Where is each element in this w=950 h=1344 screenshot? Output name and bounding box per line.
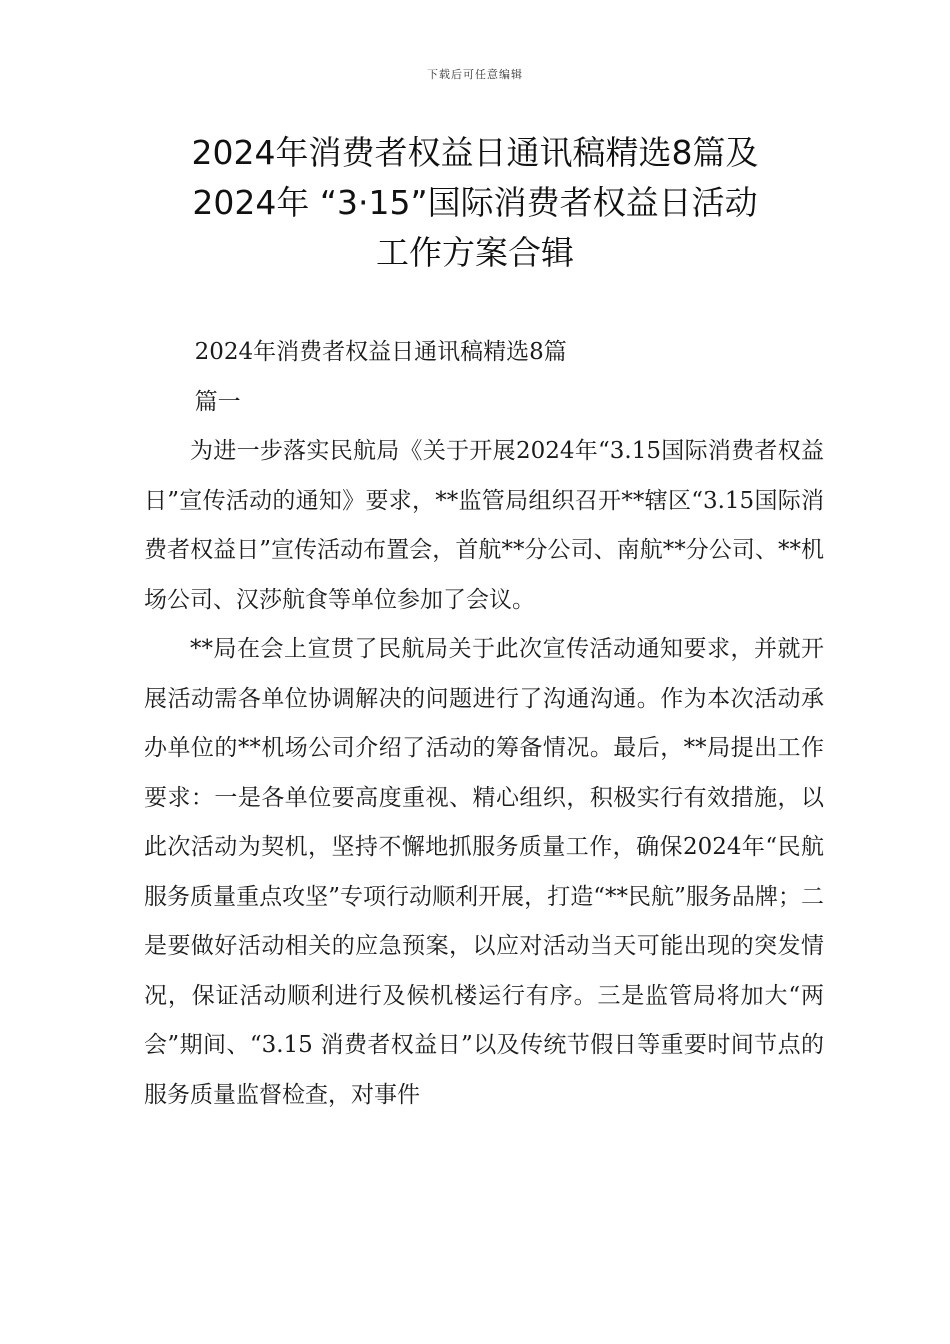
title-line-2: 2024年 “3·15”国际消费者权益日活动 — [192, 183, 758, 222]
header-note: 下载后可任意编辑 — [427, 68, 523, 81]
title-line-1: 2024年消费者权益日通讯稿精选8篇及 — [191, 133, 759, 172]
paragraph-2: **局在会上宣贯了民航局关于此次宣传活动通知要求，并就开展活动需各单位协调解决的问题进行了沟通沟通。作为本次活动承办单位的**机场公司介绍了活动的筹备情况。最后，**局提出工作要求：一是各单位要高度重视、精心组织，积极实行有效措施，以此次活动为契机，坚持不懈地抓服务质量工作，确保2024年“民航服务质量重点攻坚”专项行动顺利开展，打造“**民航”服务品牌；二是要做好活动相关的应急预案，以应对活动当天可能出现的突发情况，保证活动顺利进行及候机楼运行有序。三是监管局将加大“两会”期间、“3.15 消费者权益日”以及传统节假日等重要时间节点的服务质量监督检查，对事件 — [144, 636, 824, 1108]
paragraph-1: 为进一步落实民航局《关于开展2024年“3.15国际消费者权益日”宣传活动的通知》要求，**监管局组织召开**辖区“3.15国际消费者权益日”宣传活动布置会，首航**分公司、南航**分公司、**机场公司、汉莎航食等单位参加了会议。 — [144, 438, 824, 613]
document-title — [100, 128, 850, 278]
part-label: 篇一 — [194, 388, 241, 415]
section-title: 2024年消费者权益日通讯稿精选8篇 — [194, 339, 567, 365]
title-line-3: 工作方案合辑 — [376, 233, 574, 272]
document-body — [144, 328, 824, 1120]
